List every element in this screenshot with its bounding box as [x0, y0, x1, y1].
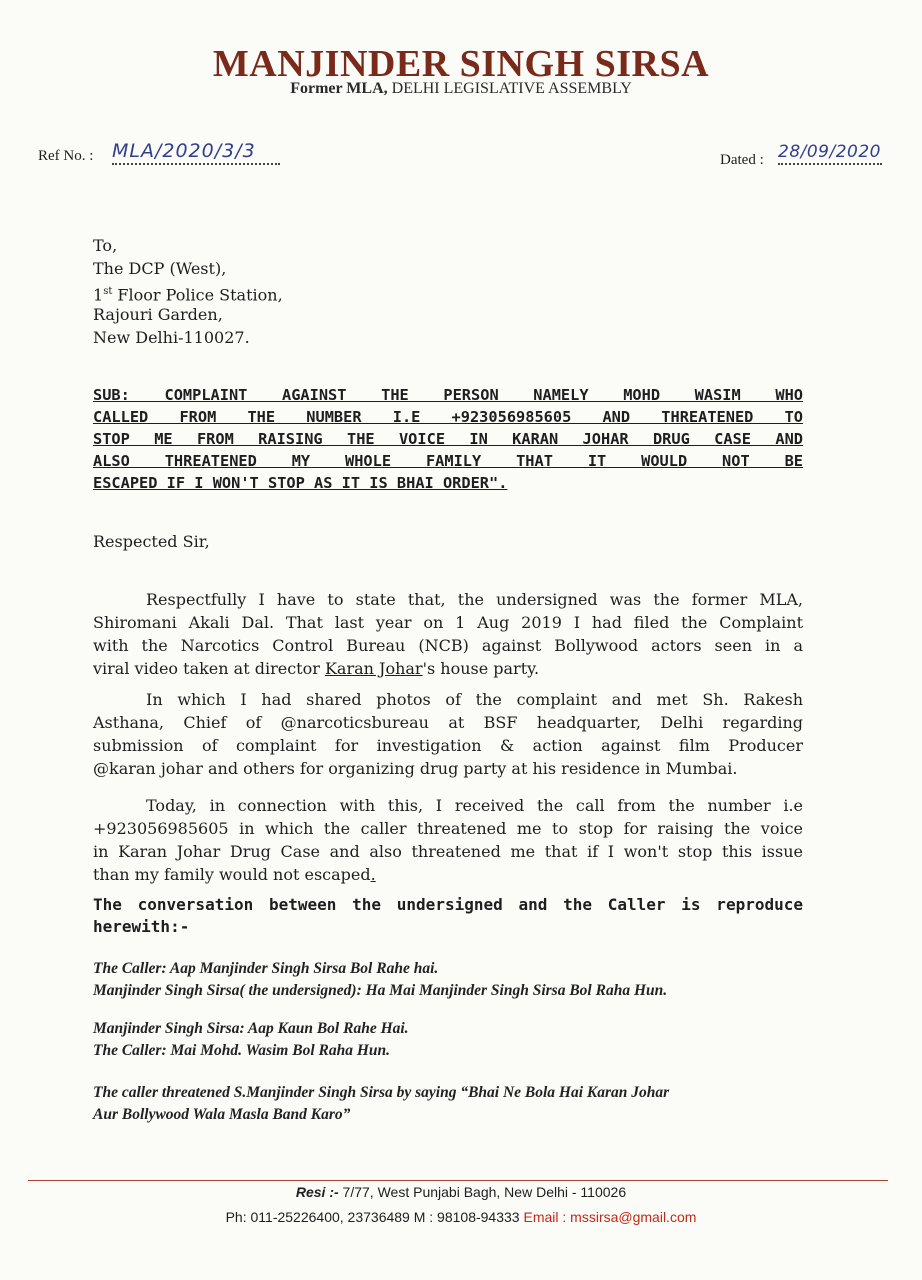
- paragraph-2: [93, 688, 803, 780]
- para2-line-3: submission of complaint for investigation & action against film Producer: [93, 736, 803, 755]
- conversation-line-4: The Caller: Mai Mohd. Wasim Bol Raha Hun.: [93, 1042, 391, 1059]
- conversation-line-1: The Caller: Aap Manjinder Singh Sirsa Bol Rahe hai.: [93, 960, 439, 977]
- para3-line-4: [93, 863, 803, 886]
- footer-contact: [0, 1209, 922, 1225]
- conversation-heading: [93, 894, 803, 938]
- date-value: 28/09/2020: [778, 142, 882, 165]
- karan-johar-underlined: Karan Johar: [324, 659, 423, 678]
- address-floor-suffix: st: [103, 286, 113, 297]
- para1-line-4: [93, 657, 803, 680]
- phone-numbers: Ph: 011-25226400, 23736489 M : 98108-94333: [225, 1209, 524, 1225]
- conversation-line-3: Manjinder Singh Sirsa: Aap Kaun Bol Rahe Hai.: [93, 1020, 409, 1037]
- residence-address: 7/77, West Punjabi Bagh, New Delhi - 110026: [338, 1184, 627, 1200]
- para1-line-2: Shiromani Akali Dal. That last year on 1 Aug 2019 I had filed the Complaint: [93, 613, 803, 632]
- designation-rest: DELHI LEGISLATIVE ASSEMBLY: [387, 80, 632, 97]
- address-floor-number: 1: [93, 285, 104, 305]
- para2-line-2: Asthana, Chief of @narcoticsbureau at BSF headquarter, Delhi regarding: [93, 713, 803, 732]
- para2-line-4: @karan johar and others for organizing drug party at his residence in Mumbai.: [93, 759, 738, 778]
- para3-line-3: in Karan Johar Drug Case and also threatened me that if I won't stop this issue: [93, 842, 803, 861]
- paragraph-1: [93, 588, 803, 680]
- para2-line-1: In which I had shared photos of the complaint and met Sh. Rakesh: [146, 690, 803, 709]
- para3-line-1: Today, in connection with this, I received the call from the number i.e: [146, 796, 803, 815]
- footer-rule: [28, 1180, 888, 1181]
- conversation-heading-line-1: The conversation between the undersigned and the Caller is reproduce: [93, 895, 803, 914]
- footer-residence: [0, 1184, 922, 1200]
- subject-line-4: ALSO THREATENED MY WHOLE FAMILY THAT IT WOULD NOT BE: [93, 452, 803, 470]
- ref-number: MLA/2020/3/3: [112, 140, 280, 165]
- conversation-line-5: The caller threatened S.Manjinder Singh Sirsa by saying “Bhai Ne Bola Hai Karan Johar: [93, 1084, 670, 1101]
- letterhead-name: MANJINDER SINGH SIRSA: [212, 43, 710, 85]
- para3-line-4-text: than my family would not escaped: [93, 865, 371, 884]
- para1-line-1: Respectfully I have to state that, the undersigned was the former MLA,: [146, 590, 803, 609]
- subject-line-5: ESCAPED IF I WON'T STOP AS IT IS BHAI ORDER".: [93, 474, 508, 492]
- para1-line-4-pre: viral video taken at director: [93, 659, 325, 678]
- para3-line-2: +923056985605 in which the caller threatened me to stop for raising the voice: [93, 819, 803, 838]
- para1-line-4-post: 's house party.: [422, 659, 540, 678]
- subject-block: [93, 384, 803, 494]
- subject-line-1: SUB: COMPLAINT AGAINST THE PERSON NAMELY MOHD WASIM WHO: [93, 386, 803, 404]
- address-to: To,: [93, 236, 118, 255]
- address-floor-rest: Floor Police Station,: [112, 285, 283, 305]
- address-line-3: Rajouri Garden,: [93, 305, 223, 324]
- conversation-line-2: Manjinder Singh Sirsa( the undersigned): Ha Mai Manjinder Singh Sirsa Bol Raha Hun.: [93, 982, 668, 999]
- date-label: Dated :: [720, 152, 764, 168]
- conversation-line-6: Aur Bollywood Wala Masla Band Karo”: [93, 1106, 351, 1123]
- residence-label: Resi :-: [295, 1184, 339, 1200]
- letterhead-designation: [0, 80, 922, 98]
- designation-bold: Former MLA,: [290, 80, 388, 97]
- para1-line-3: with the Narcotics Control Bureau (NCB) against Bollywood actors seen in a: [93, 636, 803, 655]
- salutation: Respected Sir,: [93, 532, 210, 551]
- ref-label: Ref No. :: [38, 148, 94, 164]
- conversation-heading-line-2: herewith:-: [93, 917, 190, 936]
- subject-line-2: CALLED FROM THE NUMBER I.E +923056985605 AND THREATENED TO: [93, 408, 803, 426]
- para3-line-4-end: .: [370, 865, 376, 884]
- email-address: mssirsa@gmail.com: [566, 1209, 697, 1225]
- paragraph-3: [93, 794, 803, 886]
- address-line-4: New Delhi-110027.: [93, 328, 250, 347]
- email-label: Email :: [523, 1209, 567, 1225]
- subject-line-3: STOP ME FROM RAISING THE VOICE IN KARAN JOHAR DRUG CASE AND: [93, 430, 803, 448]
- address-line-1: The DCP (West),: [93, 259, 227, 278]
